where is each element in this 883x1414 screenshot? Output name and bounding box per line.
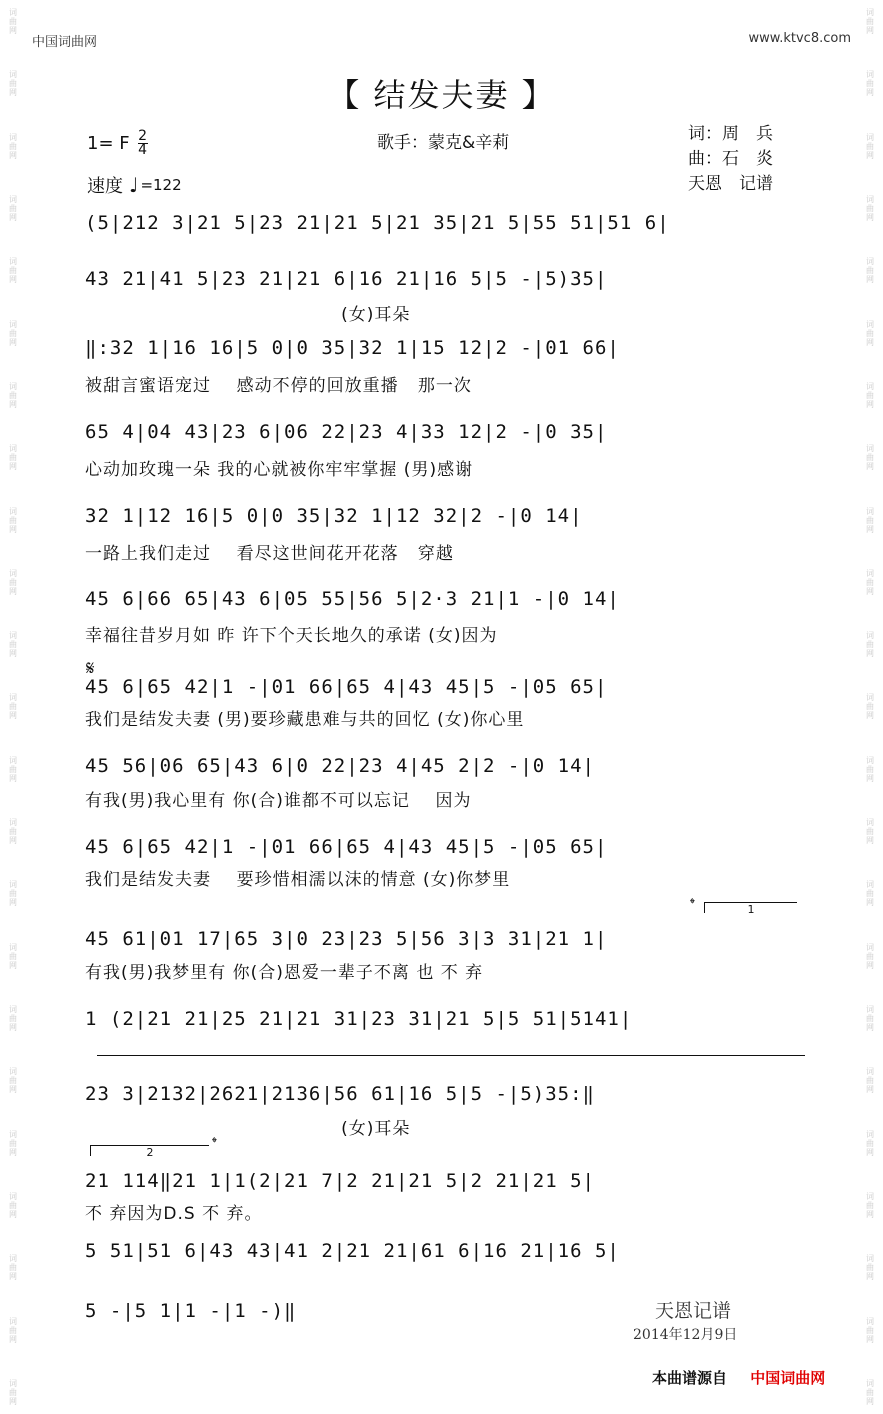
left-watermark-strip bbox=[0, 0, 26, 1414]
watermark: 词曲网 bbox=[9, 880, 17, 908]
watermark: 词曲网 bbox=[9, 942, 17, 970]
watermark: 词曲网 bbox=[9, 568, 17, 596]
lyric-line: 有我(男)我心里有 你(合)谁都不可以忘记 因为 bbox=[85, 791, 472, 811]
watermark: 词曲网 bbox=[866, 1129, 874, 1157]
watermark: 词曲网 bbox=[9, 381, 17, 409]
time-signature-bottom: 4 bbox=[138, 142, 148, 158]
watermark: 词曲网 bbox=[866, 132, 874, 160]
coda-icon: 𝄌 bbox=[690, 896, 695, 912]
source-label: 本曲谱源自 bbox=[652, 1369, 728, 1387]
volta-bracket-1 bbox=[704, 902, 797, 916]
source-credit bbox=[652, 1367, 825, 1388]
transcriber-credit: 天恩 记谱 bbox=[688, 174, 773, 194]
score-line: 45 56|06 65|43 6|0 22|23 4|45 2|2 -|0 14| bbox=[85, 755, 595, 777]
score-line: 32 1|12 16|5 0|0 35|32 1|12 32|2 -|0 14| bbox=[85, 505, 583, 527]
lyric-line: 我们是结发夫妻 (男)要珍藏患难与共的回忆 (女)你心里 bbox=[85, 710, 525, 730]
watermark: 词曲网 bbox=[866, 1005, 874, 1032]
watermark: 词曲网 bbox=[866, 506, 874, 534]
time-signature-top: 2 bbox=[138, 128, 148, 144]
watermark: 词曲网 bbox=[9, 1378, 17, 1406]
watermark: 词曲网 bbox=[866, 1067, 874, 1095]
tempo-label: 速度 bbox=[87, 176, 123, 197]
watermark: 词曲网 bbox=[866, 1191, 874, 1219]
watermark: 词曲网 bbox=[9, 194, 17, 222]
time-signature bbox=[138, 130, 148, 157]
lyricist-credit: 词：周 兵 bbox=[688, 124, 773, 144]
watermark: 词曲网 bbox=[9, 1129, 17, 1157]
watermark: 词曲网 bbox=[9, 319, 17, 347]
score-line: 21 114‖21 1|1(2|21 7|2 21|21 5|2 21|21 5| bbox=[85, 1170, 595, 1192]
score-line: 1 (2|21 21|25 21|21 31|23 31|21 5|5 51|5141| bbox=[85, 1008, 633, 1030]
tempo-marking bbox=[87, 172, 182, 198]
handwritten-signature: 天恩记谱 bbox=[655, 1300, 732, 1322]
watermark: 词曲网 bbox=[9, 755, 17, 783]
watermark: 词曲网 bbox=[866, 755, 874, 783]
watermark: 词曲网 bbox=[866, 444, 874, 472]
watermark: 词曲网 bbox=[9, 132, 17, 160]
singer-credit: 歌手：蒙克&辛莉 bbox=[377, 133, 510, 153]
watermark: 词曲网 bbox=[866, 693, 874, 721]
right-watermark-strip bbox=[857, 0, 883, 1414]
lyric-line: (女)耳朵 bbox=[85, 1119, 411, 1139]
score-line: 45 6|66 65|43 6|05 55|56 5|2·3 21|1 -|0 14| bbox=[85, 588, 620, 610]
score-line: 5 51|51 6|43 43|41 2|21 21|61 6|16 21|16 5| bbox=[85, 1240, 620, 1262]
handwritten-date: 2014年12月9日 bbox=[633, 1327, 738, 1343]
credits-block bbox=[688, 122, 773, 197]
watermark: 词曲网 bbox=[866, 194, 874, 222]
watermark: 词曲网 bbox=[866, 257, 874, 285]
lyric-line: 我们是结发夫妻 要珍惜相濡以沫的情意 (女)你梦里 bbox=[85, 870, 511, 890]
watermark: 词曲网 bbox=[9, 1191, 17, 1219]
lyric-line: 心动加玫瑰一朵 我的心就被你牢牢掌握 (男)感谢 bbox=[85, 460, 474, 480]
score-line: 23 3|2132|2621|2136|56 61|16 5|5 -|5)35:‖ bbox=[85, 1083, 595, 1105]
source-site-link[interactable]: 中国词曲网 bbox=[750, 1369, 826, 1387]
watermark: 词曲网 bbox=[9, 631, 17, 659]
watermark: 词曲网 bbox=[866, 568, 874, 596]
volta-bracket-2 bbox=[90, 1145, 209, 1159]
watermark: 词曲网 bbox=[866, 880, 874, 908]
watermark: 词曲网 bbox=[9, 506, 17, 534]
score-line: ‖:32 1|16 16|5 0|0 35|32 1|15 12|2 -|01 66| bbox=[85, 337, 620, 359]
watermark: 词曲网 bbox=[866, 1378, 874, 1406]
watermark: 词曲网 bbox=[9, 1067, 17, 1095]
score-line: 5 -|5 1|1 -|1 -)‖ bbox=[85, 1300, 297, 1322]
site-name-left: 中国词曲网 bbox=[32, 35, 98, 50]
lyric-line: 被甜言蜜语宠过 感动不停的回放重播 那一次 bbox=[85, 376, 472, 396]
watermark: 词曲网 bbox=[866, 631, 874, 659]
watermark: 词曲网 bbox=[866, 1316, 874, 1344]
lyric-line: 不 弃因为D.S 不 弃。 bbox=[85, 1204, 263, 1224]
watermark: 词曲网 bbox=[9, 8, 17, 35]
watermark: 词曲网 bbox=[9, 1316, 17, 1344]
watermark: 词曲网 bbox=[866, 381, 874, 409]
lyric-line: 幸福往昔岁月如 昨 许下个天长地久的承诺 (女)因为 bbox=[85, 626, 498, 646]
score-line: 45 6|65 42|1 -|01 66|65 4|43 45|5 -|05 65| bbox=[85, 676, 608, 698]
volta-1-label: 1 bbox=[747, 903, 755, 916]
tempo-value: =122 bbox=[140, 176, 182, 194]
score-line: 45 61|01 17|65 3|0 23|23 5|56 3|3 31|21 1| bbox=[85, 928, 608, 950]
watermark: 词曲网 bbox=[9, 693, 17, 721]
coda-icon: 𝄌 bbox=[212, 1135, 217, 1151]
lyric-line: 一路上我们走过 看尽这世间花开花落 穿越 bbox=[85, 544, 454, 564]
tie-extension-line bbox=[97, 1055, 805, 1056]
watermark: 词曲网 bbox=[9, 818, 17, 846]
key-label: 1= F bbox=[87, 133, 130, 154]
watermark: 词曲网 bbox=[866, 818, 874, 846]
lyric-line: (女)耳朵 bbox=[85, 305, 411, 325]
watermark: 词曲网 bbox=[866, 1254, 874, 1282]
watermark: 词曲网 bbox=[866, 8, 874, 35]
composer-credit: 曲：石 炎 bbox=[688, 149, 773, 169]
song-title: 【 结发夫妻 】 bbox=[327, 76, 556, 114]
watermark: 词曲网 bbox=[9, 70, 17, 98]
score-line: 45 6|65 42|1 -|01 66|65 4|43 45|5 -|05 65| bbox=[85, 836, 608, 858]
watermark: 词曲网 bbox=[9, 257, 17, 285]
segno-sign: 𝄋 bbox=[86, 656, 95, 680]
lyric-line: 有我(男)我梦里有 你(合)恩爱一辈子不离 也 不 弃 bbox=[85, 963, 484, 983]
score-line: (5|212 3|21 5|23 21|21 5|21 35|21 5|55 51|51 6| bbox=[85, 212, 670, 234]
score-line: 65 4|04 43|23 6|06 22|23 4|33 12|2 -|0 35| bbox=[85, 421, 608, 443]
quarter-note-icon: ♩ bbox=[129, 173, 139, 197]
watermark: 词曲网 bbox=[866, 942, 874, 970]
watermark: 词曲网 bbox=[9, 1254, 17, 1282]
score-line: 43 21|41 5|23 21|21 6|16 21|16 5|5 -|5)35| bbox=[85, 268, 608, 290]
watermark: 词曲网 bbox=[866, 319, 874, 347]
watermark: 词曲网 bbox=[866, 70, 874, 98]
volta-2-label: 2 bbox=[146, 1146, 154, 1159]
watermark: 词曲网 bbox=[9, 444, 17, 472]
watermark: 词曲网 bbox=[9, 1005, 17, 1032]
site-url-right: www.ktvc8.com bbox=[748, 31, 851, 46]
key-signature bbox=[87, 130, 148, 157]
